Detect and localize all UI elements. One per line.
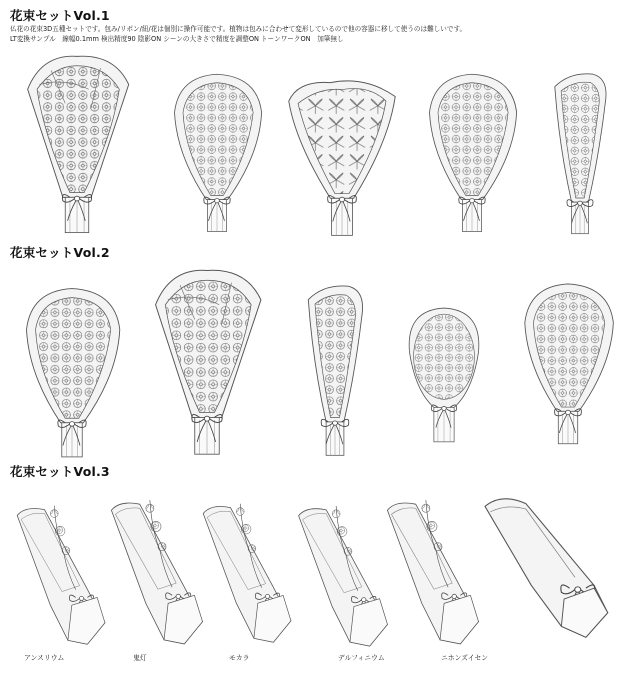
bouquet-illustration-icon: [200, 494, 300, 650]
bouquet-illustration-icon: [392, 302, 496, 454]
section-title-vol2: 花束セットVol.2: [10, 245, 110, 260]
bouquet-illustration-icon: [300, 284, 370, 462]
label-anthurium: アンスリウム: [24, 654, 65, 662]
description-line-1: 仏花の花束3D五種セットです。包み/リボン/紐/花は個別に操作可能です。植物は包みに合わせて変形しているので他の容器に移して使うのは難しいです。: [10, 25, 467, 33]
section-title-vol1: 花束セットVol.1: [10, 8, 110, 23]
bouquet-illustration-icon: [140, 268, 274, 464]
description-line-2: LT変換サンプル 線幅0.1mm 検出精度90 陰影ON シーンの大きさで精度を調整ON トーンワークON 加筆無し: [10, 35, 344, 43]
bouquet-illustration-icon: [108, 490, 212, 652]
label-delphinium: デルフィニウム: [338, 654, 385, 662]
label-narcissus: ニホンズイセン: [441, 654, 489, 662]
bouquet-illustration-icon: [544, 72, 616, 240]
bouquet-illustration-icon: [163, 70, 271, 240]
bouquet-illustration-icon: [282, 78, 402, 240]
bouquet-illustration-icon: [14, 496, 114, 652]
bouquet-illustration-icon: [14, 284, 130, 466]
label-mokara: モカラ: [229, 654, 250, 662]
section-title-vol3: 花束セットVol.3: [10, 464, 110, 479]
bouquet-illustration-icon: [470, 490, 620, 640]
label-hozuki: 鬼灯: [133, 654, 147, 662]
bouquet-illustration-icon: [16, 54, 138, 242]
bouquet-illustration-icon: [418, 70, 526, 240]
bouquet-illustration-icon: [514, 278, 622, 454]
